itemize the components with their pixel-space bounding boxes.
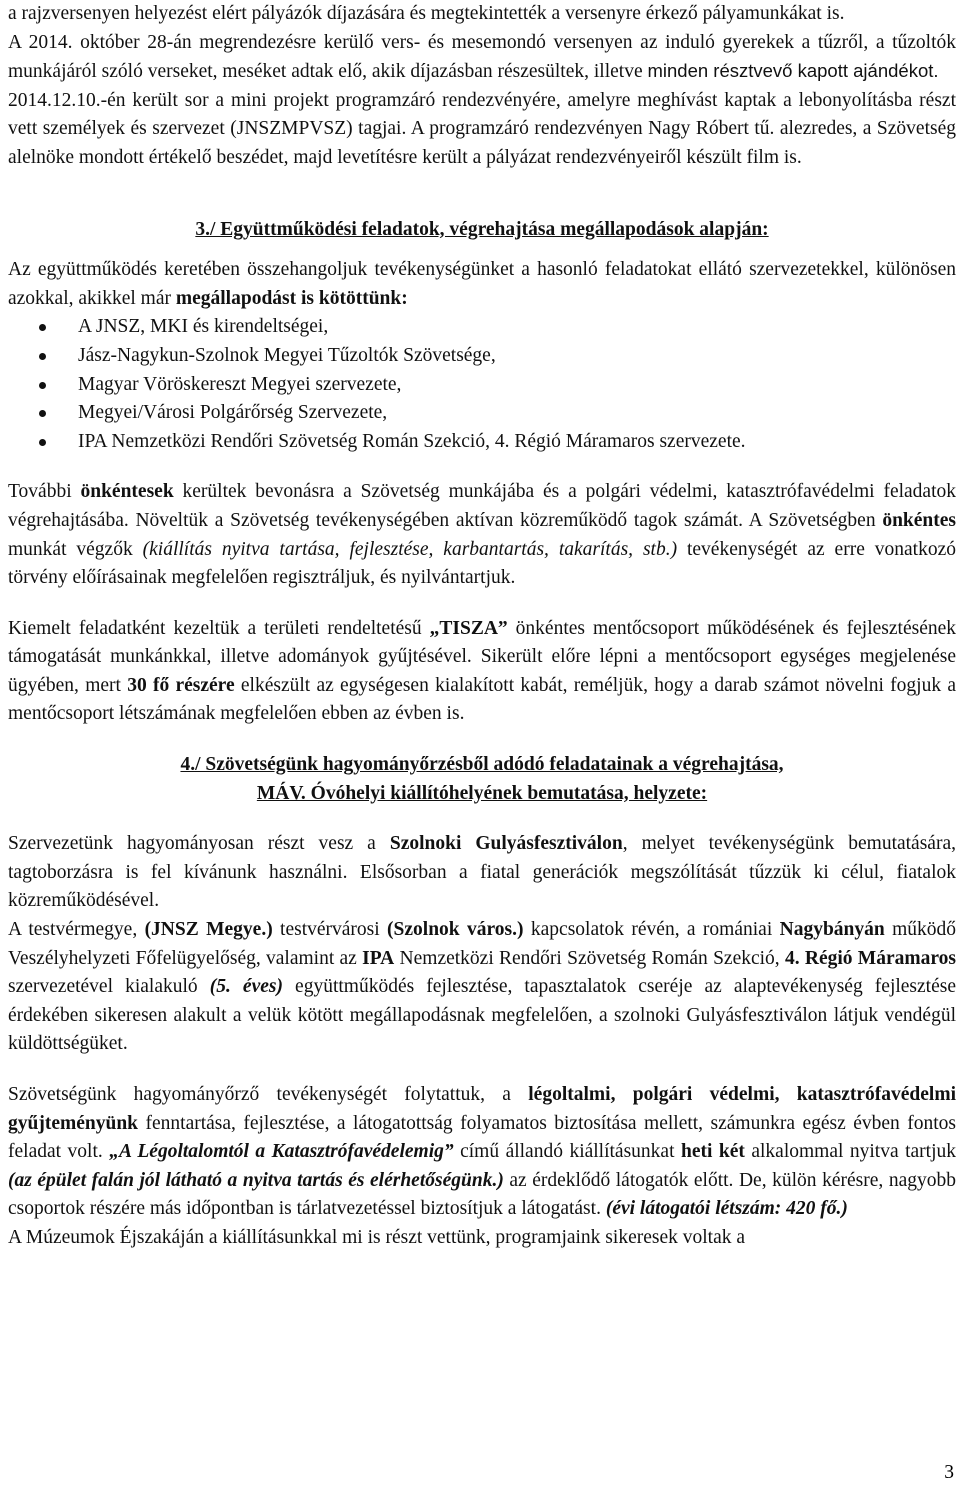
text-bold-italic: (5. éves) (209, 976, 283, 998)
text: kerültek bevonásra a Szövetség munkájába és a polgári védelmi, katasztrófavédelmi feladatok végrehajtásába. Növeltük a Szövetség tevékenységében aktívan közreműködő tagok számát. A Szövetségben (8, 481, 957, 531)
spacer (8, 173, 956, 216)
text: együttműködés fejlesztése, tapasztalatok cseréje az alaptevékenység fejlesztése érdekében sikeresen alakult a velük kötött megállapodásnak megfelelően, a szolnoki Gulyásfesztiválon látjuk vendégül küldöttségüket. (8, 976, 956, 1055)
section-3-heading: 3./ Együttműködési feladatok, végrehajtása megállapodások alapján: (195, 218, 769, 240)
spacer (8, 456, 956, 478)
text-bold: 4. Régió Máramaros (784, 947, 956, 969)
text: szervezetével kialakuló (8, 976, 210, 998)
cooperation-intro (8, 256, 956, 313)
text-bold: IPA (362, 947, 395, 969)
bullet-icon (39, 439, 46, 446)
bullet-icon (39, 353, 46, 360)
tisza-rescue-paragraph (8, 615, 956, 729)
list-item-text: Megyei/Városi Polgárőrség Szervezete, (78, 402, 388, 424)
text-bold: heti két (680, 1141, 745, 1163)
text-bold: Szolnoki Gulyásfesztiválon (389, 833, 623, 855)
spacer (8, 1059, 956, 1081)
cooperation-intro-text: Az együttműködés keretében összehangoljuk tevékenységünket a hasonló feladatokat ellátó szervezetekkel, különösen azokkal, akikkel már (8, 259, 956, 309)
text-bold: önkéntesek (80, 481, 174, 503)
text: , melyet tevékenységünk bemutatására, tagtoborzásra is fel kívánunk használni. Elsősorban a fiatal generációk megszólítását tűzzük ki célul, fiatalok közreműködésével. (8, 833, 956, 912)
spacer (8, 729, 956, 751)
list-item-text: Jász-Nagykun-Szolnok Megyei Tűzoltók Szövetsége, (78, 344, 496, 366)
text: Szervezetünk hagyományosan részt vesz a (8, 833, 390, 855)
spacer (8, 244, 956, 256)
text-bold-italic: (az épület falán jól látható a nyitva tartás és elérhetőségünk.) (8, 1169, 504, 1191)
list-item (8, 399, 956, 428)
text-recital-gifts: minden résztvevő kapott ajándékot. (647, 60, 939, 82)
section-4-heading-line-2: MÁV. Óvóhelyi kiállítóhelyének bemutatása, helyzete: (256, 782, 708, 804)
list-item (8, 342, 956, 371)
text-drawing-awards: a rajzversenyen helyezést elért pályázók díjazására és megtekintették a versenyre érkező pályamunkákat is. (8, 3, 845, 24)
text-bold-italic: (évi látogatói létszám: 420 fő.) (605, 1198, 848, 1220)
text: alkalommal nyitva tartjuk (744, 1141, 956, 1163)
list-item (8, 371, 956, 400)
partner-organizations-list (8, 313, 956, 456)
text-bold: önkéntes (882, 509, 956, 531)
section-4-heading-line-1: 4./ Szövetségünk hagyományőrzésből adódó feladatainak a végrehajtása, (180, 754, 784, 776)
text-bold-italic: „A Légoltalomtól a Katasztrófavédelemig” (109, 1141, 454, 1163)
sister-county-paragraph (8, 916, 956, 1059)
bullet-icon (39, 324, 46, 331)
list-item-text: IPA Nemzetközi Rendőri Szövetség Román Szekció, 4. Régió Máramaros szervezete. (78, 430, 746, 452)
text: Szövetségünk hagyományőrző tevékenységét folytattuk, a (8, 1084, 529, 1105)
text: önkéntes mentőcsoport működésének és fejlesztésének támogatását munkánkkal, illetve adományok gyűjtésével. Sikerült előre lépni a mentőcsoport egységes megjelenése ügyében, mert (8, 617, 957, 696)
gulyasfesztival-paragraph (8, 830, 956, 916)
text: Nemzetközi Rendőri Szövetség Román Szekció, (394, 947, 785, 969)
list-item (8, 313, 956, 342)
text-bold: (Szolnok város.) (387, 919, 524, 941)
list-item-text: Magyar Vöröskereszt Megyei szervezete, (78, 373, 402, 395)
text-italic: (kiállítás nyitva tartása, fejlesztése, karbantartás, takarítás, stb.) (142, 538, 678, 560)
text: tevékenységét az erre vonatkozó törvény előírásainak megfelelően regisztráljuk, és nyilvántartjuk. (8, 538, 956, 589)
text-bold: légoltalmi, polgári védelmi, katasztrófavédelmi gyűjteményünk (8, 1084, 956, 1134)
text: testvérvárosi (272, 919, 388, 941)
text: kapcsolatok révén, a romániai (523, 919, 780, 941)
text: munkát végzők (8, 538, 143, 560)
text-bold: (JNSZ Megye.) (144, 919, 273, 941)
text-bold: „TISZA” (429, 617, 508, 639)
text: az érdeklődő látogatók előtt. De, külön kérésre, nagyobb csoportok részére más időpontban is tárlatvezetéssel biztosítjuk a látogatást. (8, 1169, 956, 1220)
text: További (8, 481, 81, 503)
text-bold: 30 fő részére (127, 674, 235, 696)
document-page (8, 0, 956, 1253)
text-recital-competition: A 2014. október 28-án megrendezésre kerülő vers- és mesemondó versenyen az induló gyerekek a tűzről, a tűzoltók munkájáról szóló verseket, meséket adtak elő, akik díjazásban részesültek, illetve (8, 31, 956, 83)
bullet-icon (39, 382, 46, 389)
spacer (8, 593, 956, 615)
list-item-text: A JNSZ, MKI és kirendeltségei, (78, 316, 329, 338)
volunteers-paragraph (8, 478, 956, 592)
text: című állandó kiállításunkat (453, 1141, 681, 1163)
text: fenntartása, fejlesztése, a látogatottság folyamatos biztosítása mellett, számunkra egész évben fontos feladat volt. (8, 1112, 956, 1163)
text-bold: Nagybányán (779, 919, 885, 941)
text: elkészült az egységesen kialakított kabát, reméljük, hogy a darab számot növelni fogjuk a mentőcsoport létszámának megfelelően ebben az évben is. (8, 674, 956, 725)
page-number: 3 (944, 1462, 954, 1483)
paragraph-competition-summary (8, 0, 956, 173)
text: A testvérmegye, (8, 919, 145, 941)
text: Kiemelt feladatként kezeltük a területi rendeltetésű (8, 617, 430, 639)
text: működő Veszélyhelyzeti Főfelügyelőség, valamint az (8, 919, 957, 969)
museum-collection-paragraph (8, 1081, 956, 1224)
museum-night-paragraph: A Múzeumok Éjszakáján a kiállításunkkal mi is részt vettünk, programjaink sikeresek voltak a (8, 1226, 746, 1248)
text-closing-event: 2014.12.10.-én került sor a mini projekt programzáró rendezvényére, amelyre meghívást kaptak a lebonyolításba részt vett személyek és szervezet (JNSZMPVSZ) tagjai. A programzáró rendezvényen Nagy Róbert tű. alezredes, a Szövetség alelnöke mondott értékelő beszédet, majd levetítésre került a pályázat rendezvényeiről készült film is. (8, 89, 956, 168)
cooperation-intro-bold: megállapodást is kötöttünk: (175, 287, 408, 309)
list-item (8, 428, 956, 457)
spacer (8, 808, 956, 830)
bullet-icon (39, 410, 46, 417)
